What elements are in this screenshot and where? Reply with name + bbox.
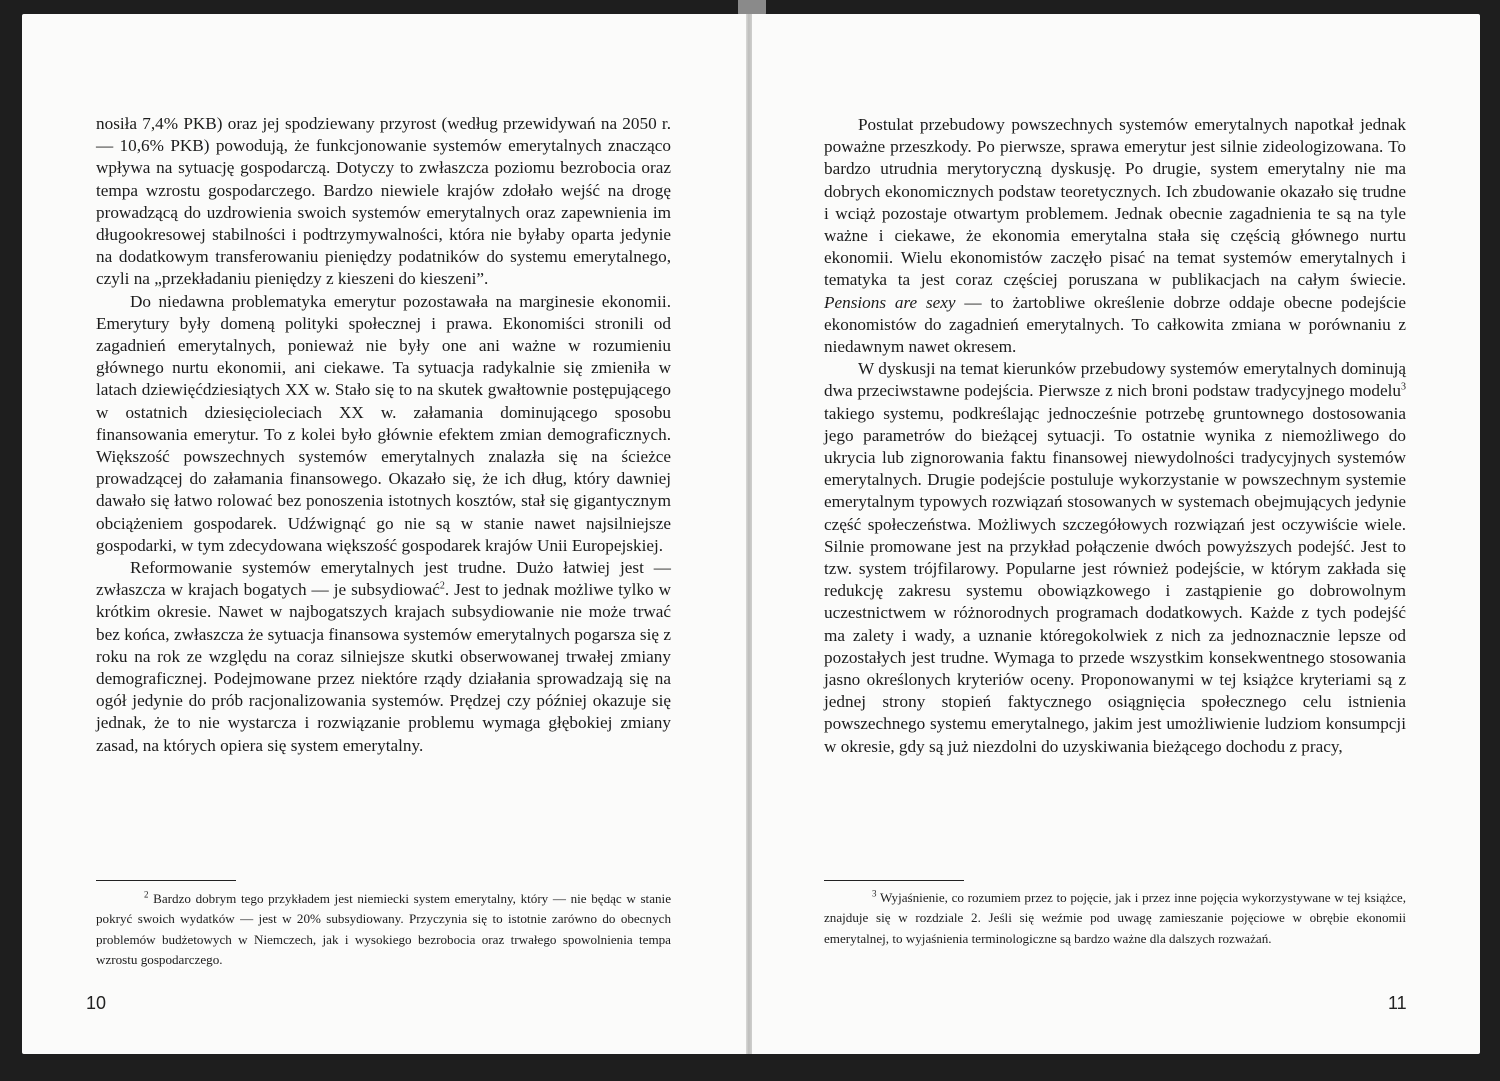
footnote-2-text: Bardzo dobrym tego przykładem jest niemiecki system emerytalny, który — nie będąc w stanie pokryć swoich wydatków — jest w 20% subsydiowany. Przyczynia się to istotnie zarówno do obecnych problemów budżetowych w Niemczech, jak i wysokiego bezrobocia oraz trwałego spowolnienia tempa wzrostu gospodarczego. bbox=[96, 891, 672, 968]
footnote-indent bbox=[96, 891, 144, 906]
footnote-3 bbox=[824, 888, 1406, 949]
left-page bbox=[22, 14, 746, 1054]
footnote-indent bbox=[824, 890, 872, 905]
right-paragraph-2-end: takiego systemu, podkreślając jednocześnie potrzebę gruntownego dostosowania jego parametrów do bieżącej sytuacji. To ostatnie wynika z niemożliwego do ukrycia lub zignorowania faktu finansowej niewydolności tradycyjnych systemów emerytalnych. Drugie podejście postuluje wykorzystanie w powszechnym systemie emerytalnym typowych rozwiązań stosowanych w systemach obejmujących jedynie część społeczeństwa. Możliwych szczegółowych rozwiązań jest oczywiście wiele. Silnie promowane jest na przykład połączenie dwóch powyższych podejść. Jest to tzw. system trójfilarowy. Popularne jest również podejście, w którym zakłada się redukcję zakresu systemu obowiązkowego i zastąpienie go dobrowolnym uczestnictwem w różnorodnych programach dodatkowych. Każde z tych podejść ma zalety i wady, a uznanie któregokolwiek z nich za jednoznacznie lepsze od pozostałych jest trudne. Wymaga to przede wszystkim konsekwentnego stosowania jasno określonych kryteriów oceny. Proponowanymi w tej książce kryteriami są z jednej strony stopień faktycznego osiągnięcia społecznego celu istnienia powszechnego systemu emerytalnego, jakim jest umożliwienie ludziom konsumpcji w okresie, gdy są już niezdolni do uzyskiwania bieżącego dochodu z pracy, bbox=[824, 403, 1406, 756]
right-paragraph-2 bbox=[824, 358, 1406, 758]
left-paragraph-1: nosiła 7,4% PKB) oraz jej spodziewany przyrost (według przewidywań na 2050 r. — 10,6% PKB) powodują, że funkcjonowanie systemów emerytalnych znacząco wpływa na sytuację gospodarczą. Dotyczy to zwłaszcza poziomu bezrobocia oraz tempa wzrostu gospodarczego. Bardzo niewiele krajów zdołało wejść na drogę prowadzącą do uzdrowienia swoich systemów emerytalnych oraz zapewnienia im długookresowej stabilności i podtrzymywalności, która nie byłaby oparta jedynie na dodatkowym transferowaniu pieniędzy podatników do systemu emerytalnego, czyli na „przekładaniu pieniędzy z kieszeni do kieszeni”. bbox=[96, 114, 671, 289]
footnote-3-text: Wyjaśnienie, co rozumiem przez to pojęcie, jak i przez inne pojęcia wykorzystywane w tej książce, znajduje się w rozdziale 2. Jeśli się weźmie pod uwagę zamieszanie pojęciowe w obrębie ekonomii emerytalnej, to wyjaśnienia terminologiczne są bardzo ważne dla dalszych rozważań. bbox=[824, 890, 1406, 946]
right-page bbox=[752, 14, 1480, 1054]
left-paragraph-3 bbox=[96, 557, 671, 757]
right-paragraph-2-start: W dyskusji na temat kierunków przebudowy systemów emerytalnych dominują dwa przeciwstawne podejścia. Pierwsze z nich broni podstaw tradycyjnego modelu bbox=[824, 359, 1406, 401]
right-paragraph-1-end: — to żartobliwe określenie dobrze oddaje obecne podejście ekonomistów do zagadnień emerytalnych. To całkowita zmiana w porównaniu z niedawnym nawet okresem. bbox=[824, 292, 1406, 357]
left-paragraph-2: Do niedawna problematyka emerytur pozostawała na marginesie ekonomii. Emerytury były domeną polityki społecznej i prawa. Ekonomiści stronili od zagadnień emerytalnych, ponieważ nie były one ani ważne w rozumieniu głównego nurtu ekonomii, ani ciekawe. Ta sytuacja radykalnie się zmieniła w latach dziewięćdziesiątych XX w. Stało się to na skutek gwałtownie postępującego w ostatnich dziesięcioleciach XX w. załamania dominującego sposobu finansowania emerytur. To z kolei było głównie efektem zmian demograficznych. Większość powszechnych systemów emerytalnych znalazła się na ścieżce prowadzącej do załamania finansowego. Okazało się, że ich dług, który dawniej dawało się łatwo rolować bez ponoszenia istotnych kosztów, stał się gigantycznym obciążeniem gospodarek. Udźwignąć go nie są w stanie nawet najsilniejsze gospodarki, w tym zdecydowana większość gospodarek krajów Unii Europejskiej. bbox=[96, 291, 671, 555]
right-paragraph-1-italic: Pensions are sexy bbox=[824, 292, 956, 312]
footnote-2 bbox=[96, 889, 671, 971]
footnote-reference-3: 3 bbox=[1401, 381, 1406, 393]
left-page-body bbox=[96, 113, 671, 757]
footnote-3-number: 3 bbox=[872, 888, 877, 899]
left-paragraph-3-start: Reformowanie systemów emerytalnych jest trudne. Dużo łatwiej jest — zwłaszcza w krajach bogatych — je subsydiować bbox=[96, 558, 671, 600]
footnote-divider bbox=[824, 880, 964, 881]
page-number-right: 11 bbox=[1388, 993, 1407, 1013]
footnote-reference-2: 2 bbox=[439, 580, 445, 592]
right-page-body bbox=[824, 114, 1406, 758]
right-paragraph-1 bbox=[824, 114, 1406, 358]
left-paragraph-3-end: . Jest to jednak możliwe tylko w krótkim okresie. Nawet w najbogatszych krajach subsydiowanie nie może trwać bez końca, zwłaszcza że sytuacja finansowa systemów emerytalnych pogarsza się z roku na rok ze względu na coraz silniejsze skutki obserwowanej trwałej zmiany demograficznej. Podejmowane przez niektóre rządy działania sprowadzają się na ogół jedynie do prób racjonalizowania systemów. Prędzej czy później okazuje się jednak, że to nie wystarcza i rozwiązanie problemu wymaga głębokiej zmiany zasad, na których opiera się system emerytalny. bbox=[96, 580, 671, 755]
footnote-2-number: 2 bbox=[144, 889, 149, 900]
right-paragraph-1-start: Postulat przebudowy powszechnych systemów emerytalnych napotkał jednak poważne przeszkody. Po pierwsze, sprawa emerytur jest silnie zideologizowana. To bardzo utrudnia merytoryczną dyskusję. Po drugie, system emerytalny nie ma dobrych ekonomicznych podstaw teoretycznych. Ich zbudowanie okazało się trudne i wciąż pozostaje otwartym problemem. Jednak obecnie zagadnienia te są na tyle ważne i ciekawe, że ekonomia emerytalna stała się częścią głównego nurtu ekonomii. Wielu ekonomistów zaczęło pisać na temat systemów emerytalnych i tematyka ta jest coraz częściej poruszana w publikacjach na całym świecie. bbox=[824, 115, 1406, 290]
footnote-divider bbox=[96, 880, 236, 881]
page-number-left: 10 bbox=[86, 993, 107, 1013]
